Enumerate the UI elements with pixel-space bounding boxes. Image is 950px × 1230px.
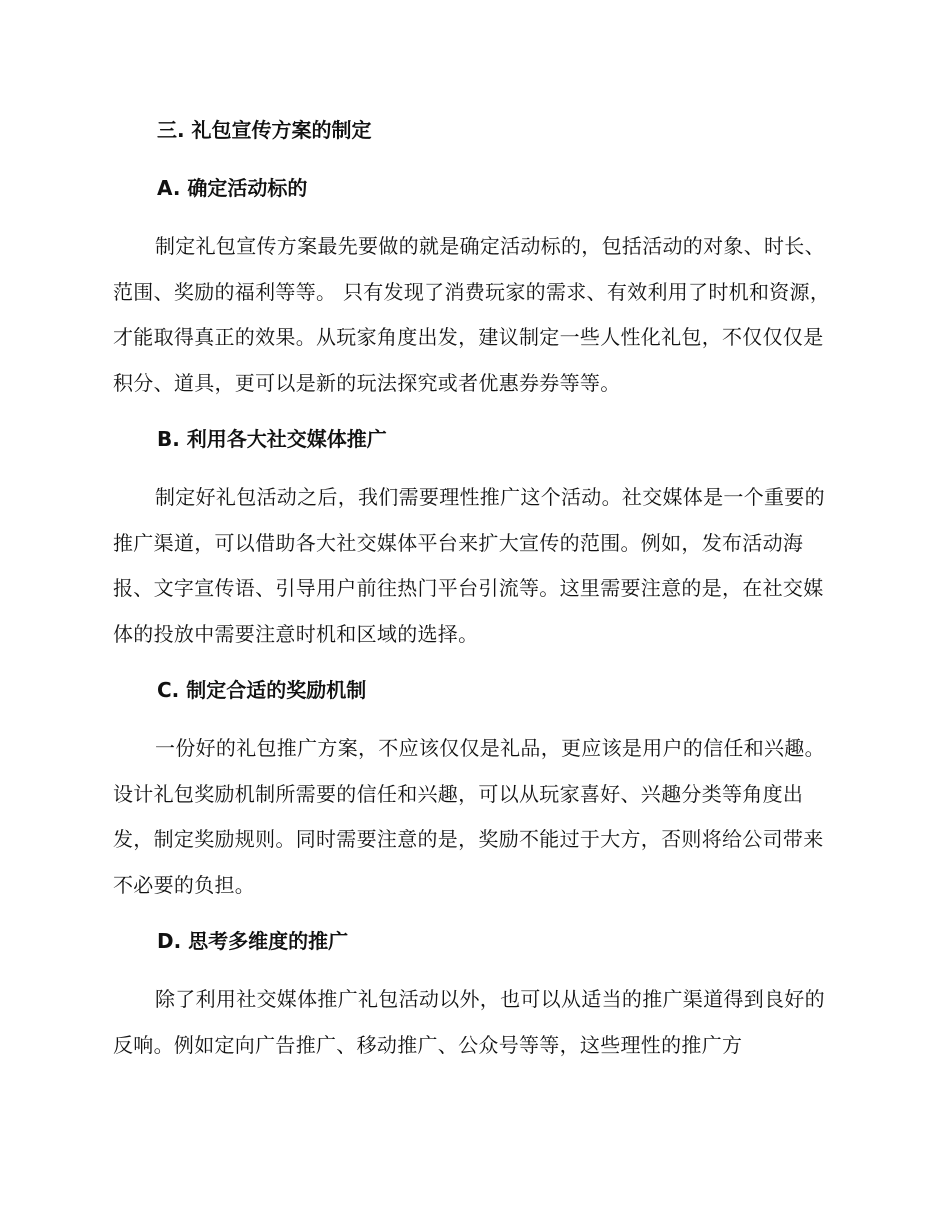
paragraph-b: 制定好礼包活动之后，我们需要理性推广这个活动。社交媒体是一个重要的推广渠道，可以借助各大社交媒体平台来扩大宣传的范围。例如，发布活动海报、文字宣传语、引导用户前往热门平台引流等。这里需要注意的是，在社交媒体的投放中需要注意时机和区域的选择。: [113, 485, 825, 646]
subsection-heading-a: A. 确定活动标的: [157, 176, 308, 200]
subsection-heading-d: D. 思考多维度的推广: [157, 929, 349, 953]
subsection-heading-b: B. 利用各大社交媒体推广: [157, 427, 387, 451]
paragraph-a: 制定礼包宣传方案最先要做的就是确定活动标的，包括活动的对象、时长、范围、奖励的福利等等。 只有发现了消费玩家的需求、有效利用了时机和资源，才能取得真正的效果。从玩家角度出发，建议制定一些人性化礼包，不仅仅仅是积分、道具，更可以是新的玩法探究或者优惠券券等等。: [113, 234, 831, 395]
section-title: 三. 礼包宣传方案的制定: [157, 118, 372, 142]
subsection-heading-c: C. 制定合适的奖励机制: [157, 678, 367, 702]
paragraph-c: 一份好的礼包推广方案，不应该仅仅是礼品，更应该是用户的信任和兴趣。设计礼包奖励机制所需要的信任和兴趣，可以从玩家喜好、兴趣分类等角度出发，制定奖励规则。同时需要注意的是，奖励不能过于大方，否则将给公司带来不必要的负担。: [113, 736, 825, 897]
paragraph-d: 除了利用社交媒体推广礼包活动以外，也可以从适当的推广渠道得到良好的反响。例如定向广告推广、移动推广、公众号等等，这些理性的推广方: [113, 987, 825, 1057]
document-page: [113, 110, 837, 1081]
